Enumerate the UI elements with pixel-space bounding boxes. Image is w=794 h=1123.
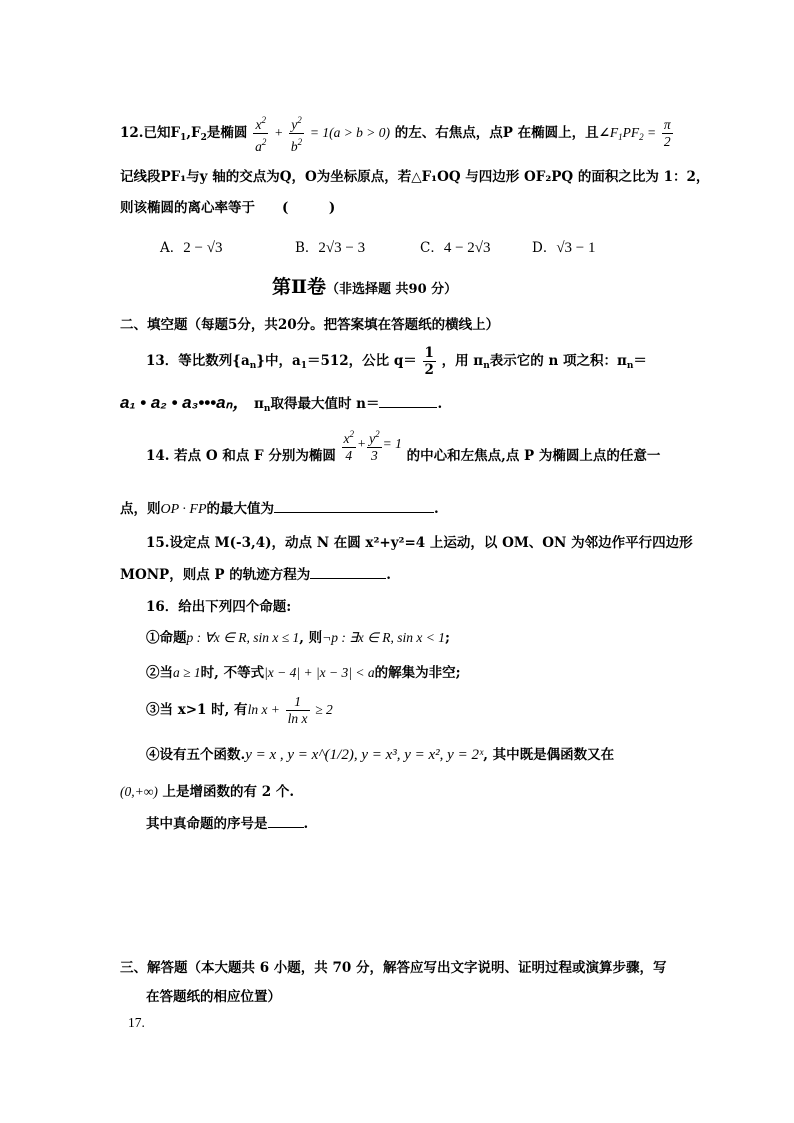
q16-prop4: ④设有五个函数.y = x , y = x^(1/2), y = x³, y = x², y = 2ˣ, 其中既是偶函数又在 — [146, 747, 615, 763]
q16-last: 其中真命题的序号是 . — [146, 816, 309, 832]
q12-line3: 则该椭圆的离心率等于 ( ) — [120, 200, 336, 216]
q16-prop1: ①命题p : ∀x ∈ R, sin x ≤ 1, 则¬p : ∃x ∈ R, sin x < 1; — [146, 630, 451, 646]
q12-option-a: A．2 − √3 — [160, 240, 223, 256]
q16-prop3: ③当 x>1 时, 有ln x + $\frac{1}{\text{ln x}}$ ≥ 2 — [146, 694, 333, 726]
q16-prop4-cont: (0,+∞) 上是增函数的有 2 个. — [120, 784, 295, 800]
q12-option-b: B．2√3 − 3 — [295, 240, 366, 256]
q12-line1: 12.已知$F_1,F_2$是椭圆 $\frac{x^2}{a^2}$ + $\frac{y^2}{b^2}$ = 1(a > b > 0) 的左、右焦点，点P 在椭圆上，且$\angle F_1PF_2$ = $\frac{\pi}{2}$ — [120, 112, 674, 155]
q12-frac-y: $\frac{y^2}{b^2}$ — [290, 115, 303, 154]
q13-line1: 13．等比数列$\{a_n\}$中，$a_1=512$，公比 q＝ $\frac{1}{2}$ ，用 $\pi_n$表示它的 n 项之积：$\pi_n=$ — [146, 345, 647, 378]
q12-frac-x: $\frac{x^2}{a^2}$ — [255, 115, 267, 154]
q13-frac-half: $\frac{1}{2}$ — [424, 345, 434, 378]
q14-line1: 14. 若点 O 和点 F 分别为椭圆 $\frac{x^2}{4}$ + $\frac{y^2}{3}$ = 1 的中心和左焦点,点 P 为椭圆上点的任意一 — [146, 426, 660, 464]
section3-line2: 在答题纸的相应位置） — [146, 989, 281, 1005]
q16-answer-blank[interactable] — [268, 815, 304, 828]
q15-line1: 15.设定点 M(-3,4)，动点 N 在圆 x²+y²=4 上运动，以 OM、ON 为邻边作平行四边形 — [146, 535, 693, 551]
section3-line1: 三、解答题（本大题共 6 小题，共 70 分，解答应写出文字说明、证明过程或演算步骤，写 — [120, 960, 667, 976]
q12-frac-pi: $\frac{\pi}{2}$ — [663, 117, 671, 149]
q17-label: 17. — [128, 1015, 145, 1030]
q16-prop3-frac: $\frac{1}{\text{ln x}}$ — [287, 694, 308, 726]
q12-line2: 记线段PF₁与y 轴的交点为Q，O为坐标原点，若△F₁OQ 与四边形 OF₂PQ 的面积之比为 1：2， — [120, 169, 710, 185]
q12-option-d: D．√3 − 1 — [532, 240, 596, 256]
q13-answer-blank[interactable] — [379, 395, 437, 408]
q15-answer-blank[interactable] — [310, 566, 386, 579]
part2-title: 第Ⅱ卷（非选择题 共90 分） — [272, 276, 458, 298]
section2-heading: 二、填空题（每题5分，共20分。把答案填在答题纸的横线上） — [120, 317, 500, 333]
q15-line2: MONP，则点 P 的轨迹方程为 . — [120, 567, 391, 583]
q14-vector-product: OP · FP — [160, 502, 207, 517]
q14-answer-blank[interactable] — [274, 500, 434, 513]
q13-line2: a₁ • a₂ • a₃•••aₙ， $\pi_n$取得最大值时 n＝ . — [120, 393, 443, 414]
q14-ellipse-equation: $\frac{x^2}{4}$ + $\frac{y^2}{3}$ = 1 — [343, 429, 402, 463]
q12-option-c: C．4 − 2√3 — [420, 240, 491, 256]
q14-line2: 点，则OP · FP的最大值为 . — [120, 501, 439, 517]
q16-intro: 16．给出下列四个命题: — [146, 599, 292, 615]
q16-prop2: ②当a ≥ 1时, 不等式|x − 4| + |x − 3| < a的解集为非空; — [146, 665, 461, 681]
